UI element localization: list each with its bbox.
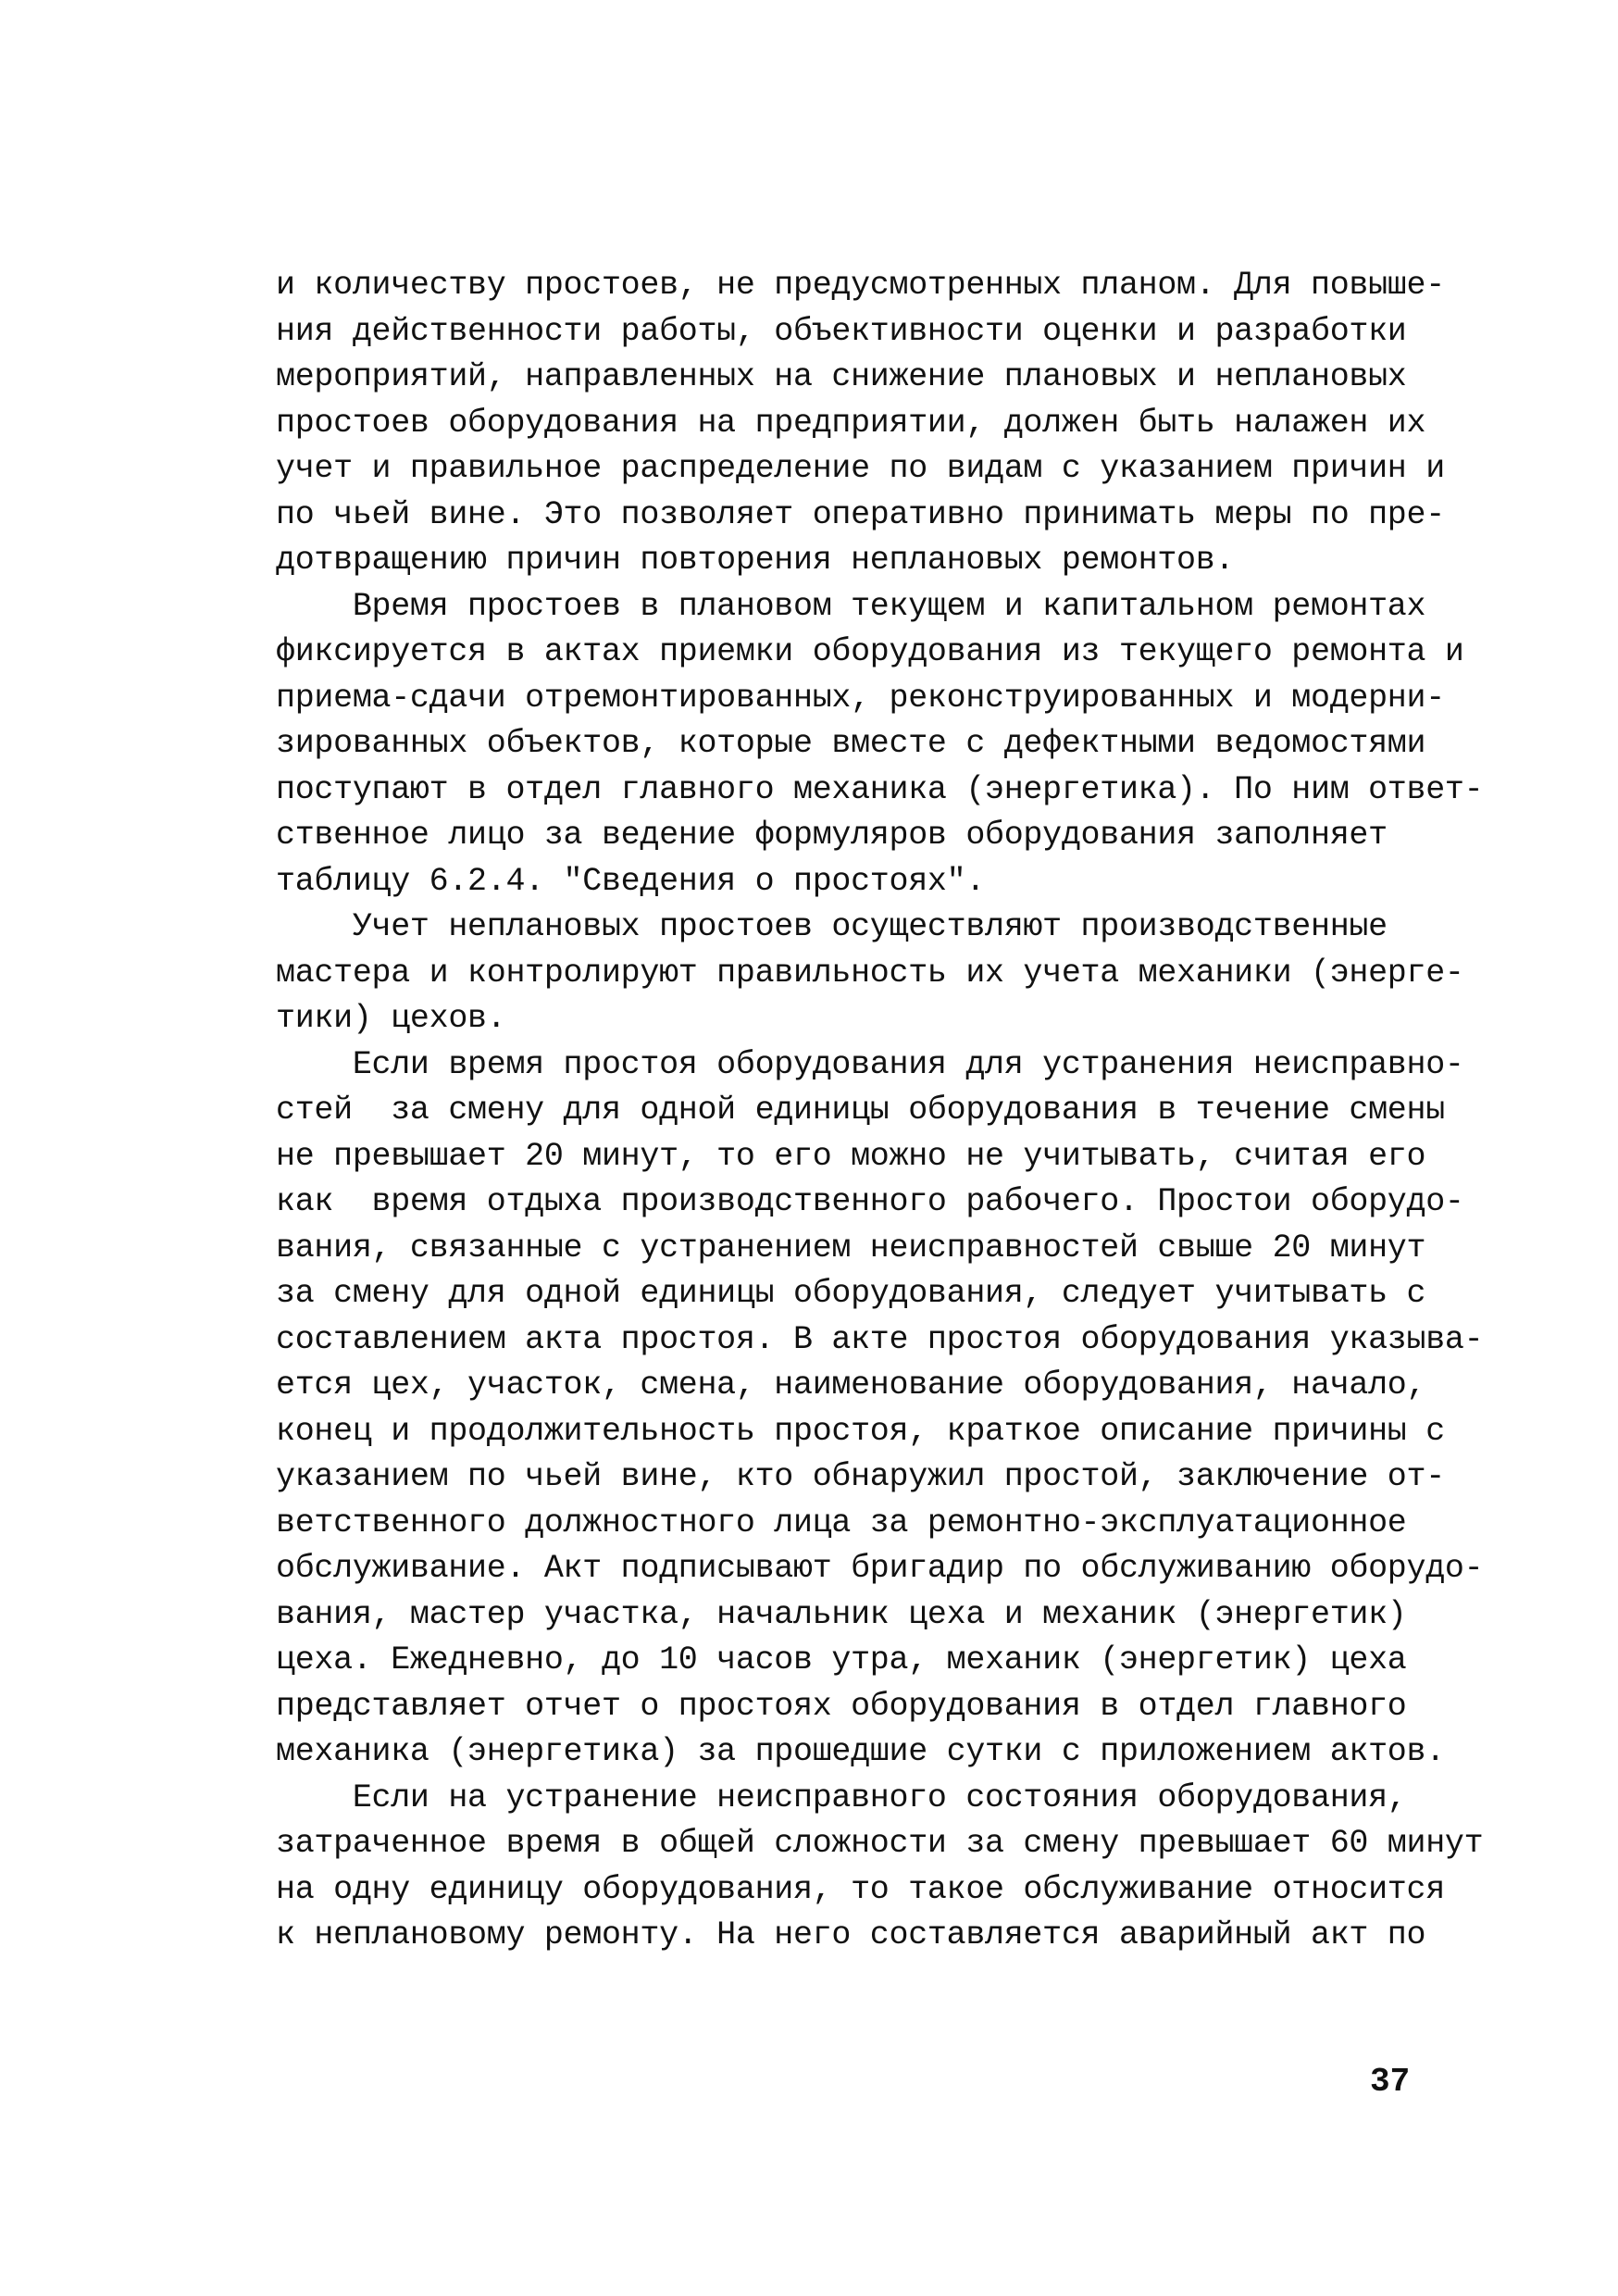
text-line: как время отдыха производственного рабочего. Простои оборудо-: [276, 1183, 1464, 1220]
text-line: стей за смену для одной единицы оборудования в течение смены: [276, 1092, 1445, 1129]
text-line: Время простоев в плановом текущем и капитальном ремонтах: [276, 587, 1426, 625]
text-line: к неплановому ремонту. На него составляется аварийный акт по: [276, 1916, 1426, 1953]
text-line: конец и продолжительность простоя, краткое описание причины с: [276, 1412, 1445, 1450]
text-line: затраченное время в общей сложности за смену превышает 60 минут: [276, 1825, 1484, 1862]
text-line: ется цех, участок, смена, наименование оборудования, начало,: [276, 1366, 1426, 1404]
text-line: Учет неплановых простоев осуществляют производственные: [276, 908, 1388, 945]
text-line: вания, мастер участка, начальник цеха и механик (энергетик): [276, 1595, 1407, 1633]
text-line: приема-сдачи отремонтированных, реконструированных и модерни-: [276, 679, 1445, 717]
text-line: ния действенности работы, объективности оценки и разработки: [276, 312, 1407, 350]
page-number: 37: [1370, 2063, 1411, 2101]
text-line: поступают в отдел главного механика (энергетика). По ним ответ-: [276, 770, 1484, 808]
text-line: зированных объектов, которые вместе с дефектными ведомостями: [276, 725, 1426, 762]
text-line: указанием по чьей вине, кто обнаружил простой, заключение от-: [276, 1458, 1445, 1495]
text-line: таблицу 6.2.4. "Сведения о простоях".: [276, 862, 986, 900]
text-line: цеха. Ежедневно, до 10 часов утра, механик (энергетик) цеха: [276, 1641, 1407, 1678]
text-line: простоев оборудования на предприятии, должен быть налажен их: [276, 404, 1426, 442]
text-line: представляет отчет о простоях оборудования в отдел главного: [276, 1687, 1407, 1725]
text-line: Если время простоя оборудования для устранения неисправно-: [276, 1045, 1464, 1083]
text-line: по чьей вине. Это позволяет оперативно принимать меры по пре-: [276, 495, 1445, 533]
text-line: за смену для одной единицы оборудования, следует учитывать с: [276, 1275, 1426, 1312]
text-line: обслуживание. Акт подписывают бригадир по обслуживанию оборудо-: [276, 1550, 1484, 1587]
text-line: тики) цехов.: [276, 1000, 506, 1037]
text-line: мероприятий, направленных на снижение плановых и неплановых: [276, 358, 1407, 395]
text-line: фиксируется в актах приемки оборудования из текущего ремонта и: [276, 633, 1464, 670]
text-line: составлением акта простоя. В акте простоя оборудования указыва-: [276, 1320, 1484, 1358]
text-line: ственное лицо за ведение формуляров оборудования заполняет: [276, 817, 1388, 854]
text-line: дотвращению причин повторения неплановых ремонтов.: [276, 542, 1235, 579]
text-line: мастера и контролируют правильность их учета механики (энерге-: [276, 954, 1464, 992]
text-line: ветственного должностного лица за ремонтно-эксплуатационное: [276, 1504, 1407, 1541]
text-line: механика (энергетика) за прошедшие сутки с приложением актов.: [276, 1733, 1445, 1770]
body-text: [276, 263, 1498, 1959]
text-line: Если на устранение неисправного состояния оборудования,: [276, 1778, 1407, 1816]
text-line: и количеству простоев, не предусмотренных планом. Для повыше-: [276, 267, 1445, 304]
text-line: учет и правильное распределение по видам с указанием причин и: [276, 450, 1445, 487]
text-line: не превышает 20 минут, то его можно не учитывать, считая его: [276, 1137, 1426, 1175]
text-line: на одну единицу оборудования, то такое обслуживание относится: [276, 1870, 1445, 1908]
text-line: вания, связанные с устранением неисправностей свыше 20 минут: [276, 1229, 1426, 1267]
